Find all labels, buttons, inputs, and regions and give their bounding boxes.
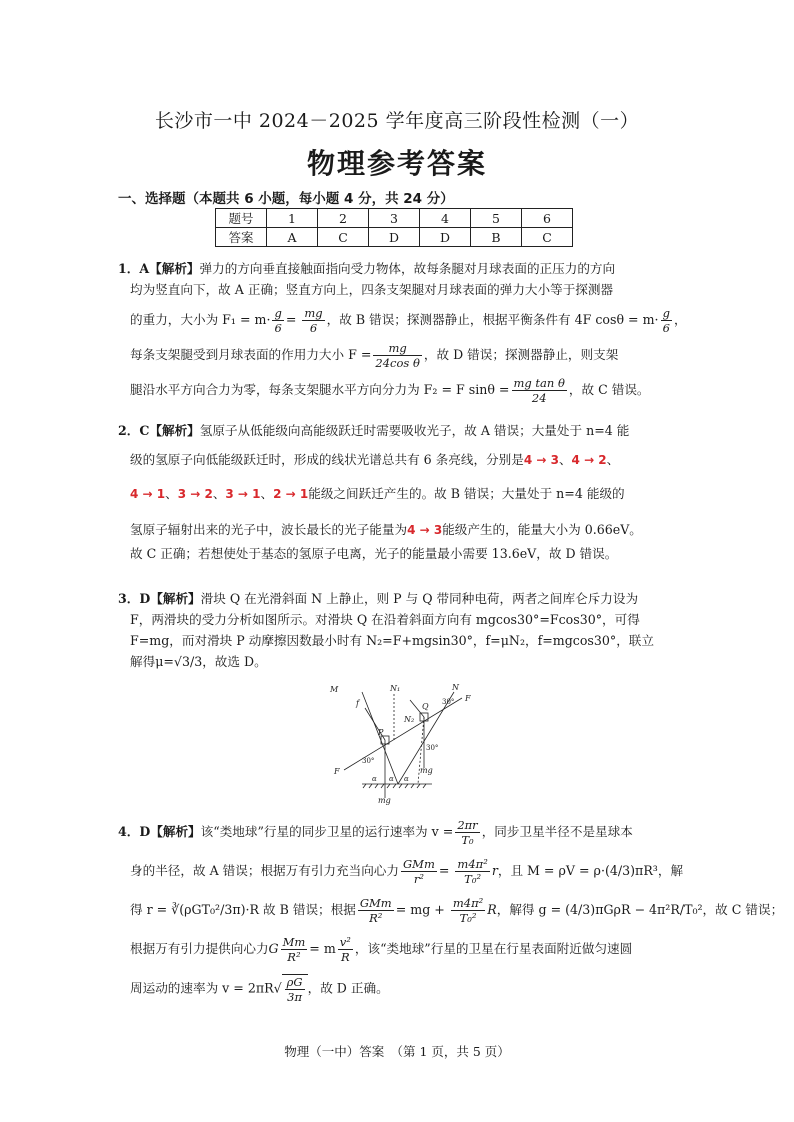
q4-line (118, 818, 676, 847)
q1-text: ，故 C 错误。 (568, 382, 650, 397)
sqrt-expression (282, 974, 308, 1004)
q3-lead: 3．D【解析】 (118, 591, 201, 606)
q4-text: 根据万有引力提供向心力 (130, 941, 269, 956)
q4-line: 周运动的速率为 v = 2πR√ $\frac{\rho G}{3\pi}$ ，故 D 正确。 (130, 975, 389, 1004)
label-angle: 30° (362, 757, 375, 765)
fraction: $\frac{\text{GMm}}{\text{r²}}$ (402, 857, 435, 886)
table-header-cell: 答案 (216, 228, 267, 247)
q4-line: 得 r = ∛(ρGT₀²/3π)·R 故 B 错误；根据 $\frac{\text{GMm}}{\text{R²}}$ = mg + $\frac{\text{m4π²}}{\text{T₀²}}$ R，解得 g = (4/3)πGρR − 4π²R/T₀²，故 C 错误； (130, 896, 784, 925)
q1-line: 均为竖直向下，故 A 正确；竖直方向上，四条支架腿对月球表面的弹力大小等于探测器 (130, 282, 614, 297)
q4-text: ，故 D 正确。 (307, 980, 389, 996)
section-heading: 一、选择题（本题共 6 小题，每小题 4 分，共 24 分） (118, 191, 454, 207)
table-cell: A (267, 228, 318, 247)
q2-text: 氢原子辐射出来的光子中，波长最长的光子能量为 (130, 522, 408, 537)
q2-text: 级的氢原子向低能级跃迁时，形成的线状光谱总共有 6 条亮线，分别是 (130, 452, 524, 467)
q1-line (118, 376, 676, 405)
q4-text: ，解得 g = (4/3)πGρR − 4π²R/T₀²，故 C 错误； (496, 902, 784, 917)
q4-lead: 4．D【解析】 (118, 824, 201, 839)
ground-hatch (363, 784, 426, 788)
table-cell: 3 (369, 209, 420, 228)
transition-label: 4 → 3 (523, 453, 559, 467)
q4-line: 根据万有引力提供向心力G $\frac{Mm}{\text{R²}}$ = m $\frac{\text{v²}}{R}$ ，该“类地球”行星的卫星在行星表面附近做匀速圆 (130, 935, 633, 964)
fraction: $\frac{mg}{\text{24cos θ}}$ (375, 341, 420, 370)
q1-text: 每条支架腿受到月球表面的作用力大小 F = (130, 347, 372, 362)
label-q: Q (422, 702, 429, 711)
label-mg-p: mg (378, 796, 391, 805)
q4-text: ，该“类地球”行星的卫星在行星表面附近做匀速圆 (354, 941, 633, 956)
fraction: $\frac{\rho G}{3\pi}$ (286, 975, 303, 1004)
q4-text: 周运动的速率为 v = 2πR (130, 980, 274, 996)
question-3 (118, 588, 676, 672)
transition-label: 3 → 2 (177, 487, 213, 501)
q1-line: 的重力，大小为 F₁ = m· $\frac{g}{6}$ = $\frac{mg}{6}$ ，故 B 错误；探测器静止，根据平衡条件有 4F cosθ = m· $\frac{g}{6}$ ， (130, 306, 687, 335)
transition-label: 3 → 1 (225, 487, 261, 501)
q4-text: 得 r = ∛(ρGT₀²/3π)·R 故 B 错误；根据 (130, 902, 356, 917)
table-cell: 5 (471, 209, 522, 228)
page-title: 长沙市一中 2024－2025 学年度高三阶段性检测（一） (154, 110, 640, 132)
answer-table (215, 208, 573, 247)
question-2 (118, 420, 676, 564)
q2-line: 4 → 1、3 → 2、3 → 1、2 → 1能级之间跃迁产生的。故 B 错误；大量处于 n=4 能级的 (130, 486, 625, 501)
table-row (216, 228, 573, 247)
transition-label: 4 → 1 (130, 487, 166, 501)
label-p: P (378, 728, 384, 737)
label-n1: N₁ (390, 684, 401, 693)
q4-text: 该“类地球”行星的同步卫星的运行速率为 v = (200, 824, 454, 839)
q3-line: 解得μ=√3/3，故选 D。 (130, 654, 267, 669)
q1-text: ，故 B 错误；探测器静止，根据平衡条件有 4F cosθ = m· (326, 312, 659, 327)
table-cell: D (420, 228, 471, 247)
q2-line: 故 C 正确；若想使处于基态的氢原子电离，光子的能量最小需要 13.6eV，故 D 错误。 (130, 546, 618, 561)
label-n2: N₂ (404, 715, 415, 724)
question-4 (118, 818, 784, 1004)
q3-text: 滑块 Q 在光滑斜面 N 上静止，则 P 与 Q 带同种电荷，两者之间库仑斥力设为 (200, 591, 639, 606)
q1-text: 腿沿水平方向合力为零，每条支架腿水平方向分力为 F₂ = F sinθ = (130, 382, 510, 397)
q2-lead: 2．C【解析】 (118, 423, 200, 438)
q1-text: ，故 D 错误；探测器静止，则支架 (423, 347, 619, 362)
q1-line (118, 258, 676, 279)
fraction: $\frac{\text{v²}}{R}$ (339, 935, 351, 964)
label-n: N (452, 683, 459, 692)
table-header-cell: 题号 (216, 209, 267, 228)
table-cell: 1 (267, 209, 318, 228)
label-m: M (330, 685, 339, 694)
table-cell: 4 (420, 209, 471, 228)
fraction: $\frac{\text{mg tan θ}}{24}$ (513, 376, 565, 405)
incline-m (362, 692, 398, 784)
q4-text: ，同步卫星半径不是星球本 (481, 824, 633, 839)
q2-text: 能级之间跃迁产生的。故 B 错误；大量处于 n=4 能级的 (308, 486, 625, 501)
label-f-small: f (356, 699, 359, 708)
q1-lead: 1．A【解析】 (118, 261, 200, 276)
table-cell: B (471, 228, 522, 247)
force-diagram (322, 680, 482, 805)
q4-line: 身的半径，故 A 错误；根据万有引力充当向心力 $\frac{\text{GMm}}{\text{r²}}$ = $\frac{\text{m4π²}}{\text{T₀²}}$ r，且 M = ρV = ρ·(4/3)πR³，解 (130, 857, 684, 886)
q2-text: 能级产生的，能量大小为 0.66eV。 (442, 522, 642, 537)
q1-line (118, 341, 676, 370)
label-alpha: α (389, 775, 394, 783)
table-cell: D (369, 228, 420, 247)
transition-label: 4 → 2 (571, 453, 607, 467)
page-subtitle: 物理参考答案 (306, 147, 487, 180)
q3-line: F=mg，而对滑块 P 动摩擦因数最小时有 N₂=F+mgsin30°，f=μN₂，f=mgcos30°，联立 (130, 633, 654, 648)
q3-line: F，两滑块的受力分析如图所示。对滑块 Q 在沿着斜面方向有 mgcos30°=Fcos30°，可得 (130, 612, 640, 627)
fraction: $\frac{\text{m4π²}}{\text{T₀²}}$ (457, 857, 488, 886)
question-1 (118, 258, 687, 405)
table-cell: 6 (522, 209, 573, 228)
fraction: $\frac{\text{m4π²}}{\text{T₀²}}$ (452, 896, 484, 925)
page-footer: 物理（一中）答案 （第 1 页，共 5 页） (284, 1044, 510, 1059)
label-mg-q: mg (420, 766, 433, 775)
fraction: $\frac{Mm}{\text{R²}}$ (282, 935, 306, 964)
q2-line (118, 420, 676, 441)
fraction: $\frac{g}{6}$ (274, 306, 282, 335)
fraction: $\frac{2\pi r}{\text{T₀}}$ (457, 818, 478, 847)
q4-text: ，且 M = ρV = ρ·(4/3)πR³，解 (497, 863, 684, 878)
q1-text: 弹力的方向垂直接触面指向受力物体，故每条腿对月球表面的正压力的方向 (199, 261, 616, 276)
label-f-right: F (465, 694, 471, 703)
label-alpha: α (372, 775, 377, 783)
table-cell: C (522, 228, 573, 247)
table-cell: 2 (318, 209, 369, 228)
q2-line: 级的氢原子向低能级跃迁时，形成的线状光谱总共有 6 条亮线，分别是4 → 3、4 → 2、 (130, 452, 620, 467)
fraction: $\frac{g}{6}$ (662, 306, 670, 335)
label-alpha: α (404, 775, 409, 783)
label-angle: 30° (426, 744, 439, 752)
transition-label: 4 → 3 (407, 523, 443, 537)
fraction: $\frac{\text{GMm}}{\text{R²}}$ (359, 896, 392, 925)
label-f-left: F (334, 767, 340, 776)
q2-line (118, 519, 676, 541)
table-cell: C (318, 228, 369, 247)
label-angle: 30° (442, 698, 455, 706)
transition-label: 2 → 1 (273, 487, 309, 501)
q4-text: 身的半径，故 A 错误；根据万有引力充当向心力 (130, 863, 399, 878)
q1-text: 的重力，大小为 F₁ = m· (130, 312, 271, 327)
q3-line (118, 588, 676, 609)
fraction: $\frac{mg}{6}$ (304, 306, 323, 335)
table-row (216, 209, 573, 228)
q2-text: 氢原子从低能级向高能级跃迁时需要吸收光子，故 A 错误；大量处于 n=4 能 (199, 423, 630, 438)
